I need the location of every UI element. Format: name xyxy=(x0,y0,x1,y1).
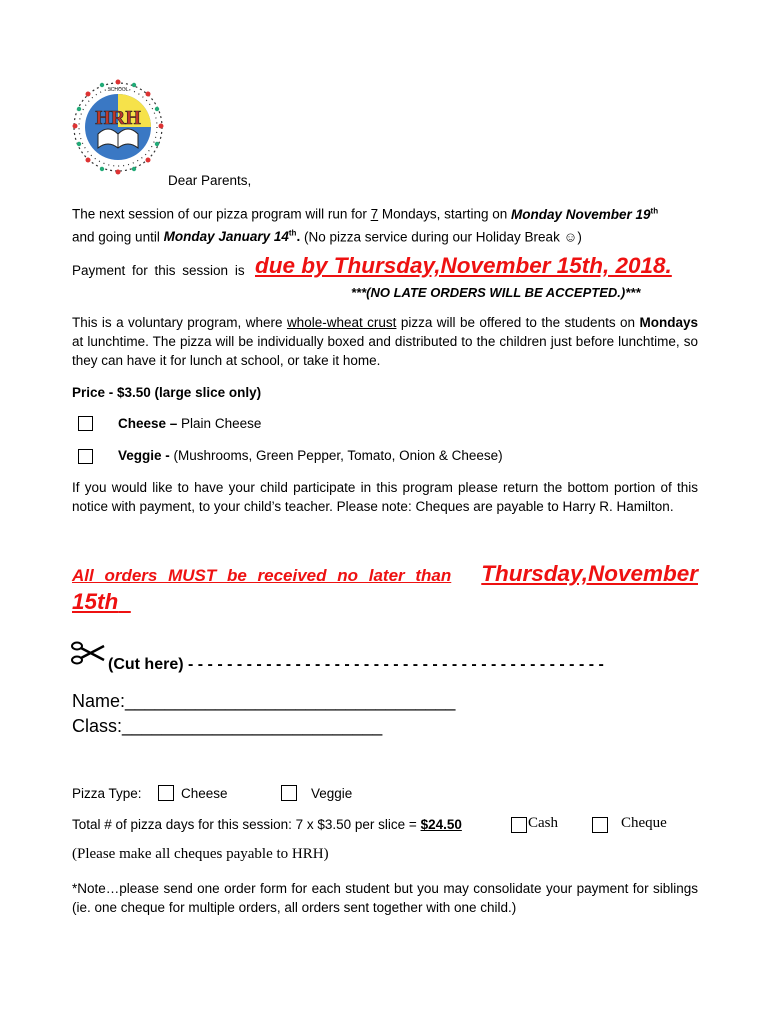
logo-text: HRH xyxy=(95,107,141,129)
siblings-note: *Note…please send one order form for each student but you may consolidate your payment for siblings (ie. one cheque for multiple orders, all orders sent together with one child.) xyxy=(72,881,698,915)
cheque-checkbox[interactable] xyxy=(592,817,608,833)
veggie-checkbox[interactable] xyxy=(78,449,93,464)
cash-checkbox[interactable] xyxy=(511,817,527,833)
price-heading: Price - $3.50 (large slice only) xyxy=(72,385,262,400)
deadline-notice: All orders MUST be received no later than Thursday,November 15th xyxy=(72,561,698,614)
form-cheese-label: Cheese xyxy=(181,786,228,801)
participate-paragraph: If you would like to have your child participate in this program please return the bottom portion of this notice with payment, to your child’s teacher. Please note: Cheques are payable to Harry R. Hamilton. xyxy=(72,480,698,514)
scissors-icon xyxy=(70,638,106,668)
intro-paragraph: The next session of our pizza program will run for 7 Mondays, starting on Monday November 19th and going until Monday January 14th. (No pizza service during our Holiday Break ☺) xyxy=(72,206,659,244)
payment-due-date: due by Thursday,November 15th, 2018. xyxy=(255,253,672,278)
option-veggie: Veggie - (Mushrooms, Green Pepper, Tomato, Onion & Cheese) xyxy=(118,448,503,463)
cash-label: Cash xyxy=(528,815,558,831)
cheque-label: Cheque xyxy=(621,815,667,831)
class-field[interactable]: Class:__________________________ xyxy=(72,716,383,736)
cut-here-line: (Cut here) - - - - - - - - - - - - - - - - - - - - - - - - - - - - - - - - - - - - - - - - - - - xyxy=(108,656,604,673)
no-late-orders: ***(NO LATE ORDERS WILL BE ACCEPTED.)*** xyxy=(351,285,641,300)
school-logo xyxy=(68,74,168,180)
payable-note: (Please make all cheques payable to HRH) xyxy=(72,846,329,862)
greeting: Dear Parents, xyxy=(168,173,252,188)
option-cheese: Cheese – Plain Cheese xyxy=(118,416,262,431)
total-line: Total # of pizza days for this session: 7 x $3.50 per slice = $24.50 xyxy=(72,817,462,832)
cheese-checkbox[interactable] xyxy=(78,416,93,431)
svg-text:SCHOOL: SCHOOL xyxy=(107,87,129,93)
name-field[interactable]: Name:_________________________________ xyxy=(72,691,456,711)
form-cheese-checkbox[interactable] xyxy=(158,785,174,801)
form-veggie-label: Veggie xyxy=(311,786,353,801)
form-veggie-checkbox[interactable] xyxy=(281,785,297,801)
voluntary-paragraph: This is a voluntary program, where whole-wheat crust pizza will be offered to the students on Mondays at lunchtime. The pizza will be individually boxed and distributed to the children just before lunchtime, so they can have it for lunch at school, or take it home. xyxy=(72,315,698,368)
pizza-type-label: Pizza Type: xyxy=(72,786,142,801)
payment-label: Payment for this session is xyxy=(72,263,245,278)
